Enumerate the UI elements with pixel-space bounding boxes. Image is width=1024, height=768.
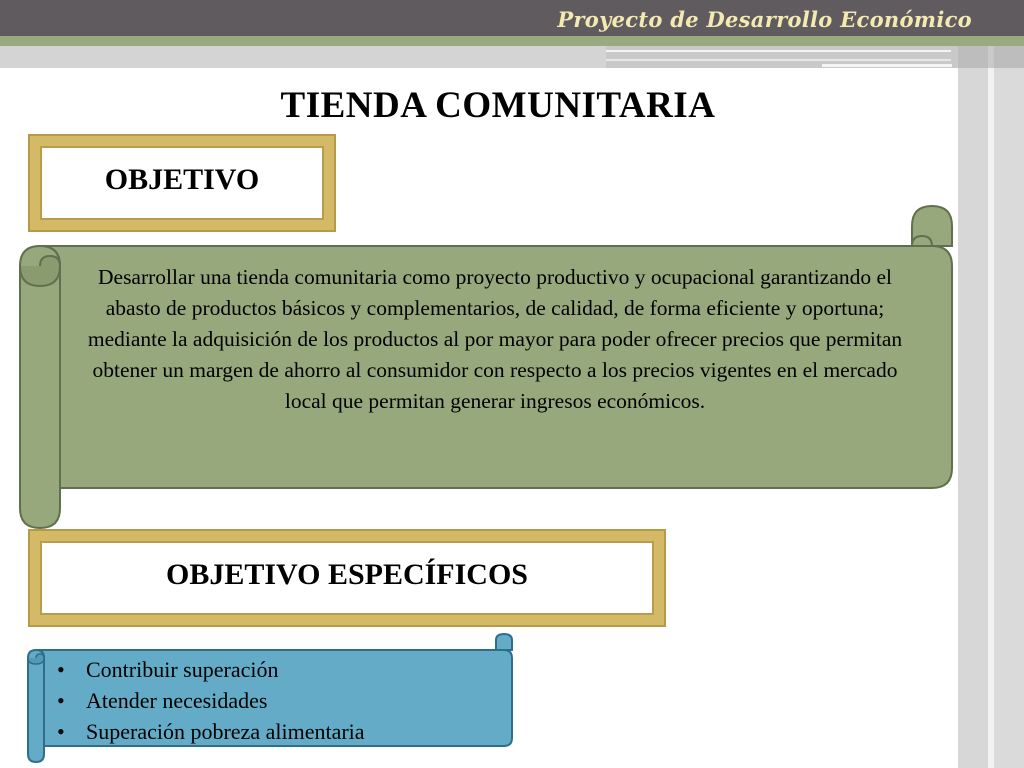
specific-objectives-heading: OBJETIVO ESPECÍFICOS bbox=[40, 541, 654, 615]
specific-objectives-list bbox=[54, 654, 365, 747]
objective-heading: OBJETIVO bbox=[40, 146, 324, 220]
bullet-icon: • bbox=[57, 657, 65, 682]
list-item bbox=[54, 685, 365, 716]
objective-text: Desarrollar una tienda comunitaria como proyecto productivo y ocupacional garantizando el abasto de productos básicos y complementarios, de calidad, de forma eficiente y oportuna; mediante la adquisición de los productos al por mayor para poder ofrecer precios que permitan obtener un margen de ahorro al consumidor con respecto a los precios vigentes en el mercado local que permitan generar ingresos económicos. bbox=[87, 265, 903, 413]
list-item-text: Contribuir superación bbox=[86, 657, 279, 682]
list-item-text: Atender necesidades bbox=[86, 688, 268, 713]
bullet-icon: • bbox=[57, 719, 65, 744]
slide-title: TIENDA COMUNITARIA bbox=[280, 85, 716, 126]
list-item-text: Superación pobreza alimentaria bbox=[86, 719, 365, 744]
presentation-title: Proyecto de Desarrollo Económico bbox=[557, 7, 972, 32]
bullet-icon: • bbox=[57, 688, 65, 713]
list-item bbox=[54, 654, 365, 685]
list-item bbox=[54, 716, 365, 747]
